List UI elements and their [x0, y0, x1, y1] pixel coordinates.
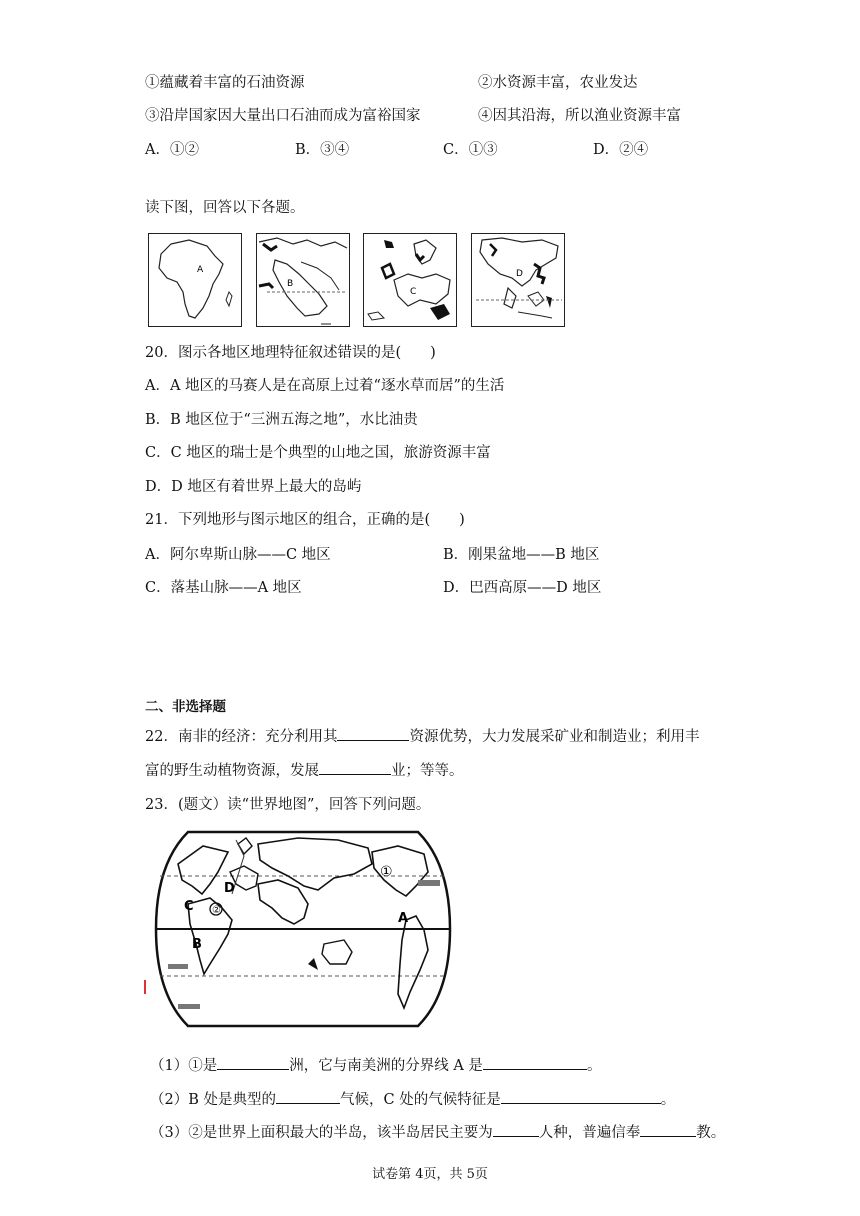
q22-blank-2[interactable] — [319, 760, 391, 775]
world-map-label-one: ① — [380, 864, 393, 880]
q23-sub2-text-a: （2）B 处是典型的 — [150, 1092, 276, 1108]
q23-sub2-text-c: 。 — [660, 1092, 676, 1108]
q23-blank-2[interactable] — [483, 1055, 587, 1070]
q23-blank-3[interactable] — [276, 1089, 340, 1104]
section-heading: 二、非选择题 — [145, 699, 226, 715]
q20-choice-d[interactable]: D．D 地区有着世界上最大的岛屿 — [145, 479, 362, 495]
q21-choice-d[interactable]: D．巴西高原——D 地区 — [443, 580, 602, 596]
map-southeast-asia — [471, 233, 565, 327]
q23-sub-1 — [150, 1055, 601, 1076]
q19-option-4: ④因其沿海，所以渔业资源丰富 — [478, 108, 681, 124]
q22-line-2 — [145, 760, 464, 781]
read-map-instruction: 读下图，回答以下各题。 — [145, 200, 305, 216]
world-map-label-b: B — [192, 937, 202, 952]
q23-blank-1[interactable] — [217, 1055, 289, 1070]
q23-sub3-text-c: 教。 — [696, 1125, 726, 1141]
red-margin-mark — [144, 980, 146, 994]
map-europe — [363, 233, 457, 327]
q23-blank-4[interactable] — [501, 1089, 661, 1104]
q23-blank-5[interactable] — [493, 1122, 539, 1137]
q23-sub2-text-b: 气候，C 处的气候特征是 — [340, 1092, 501, 1108]
q19-choice-d[interactable]: D．②④ — [593, 142, 649, 158]
q21-choice-c[interactable]: C．落基山脉——A 地区 — [145, 580, 302, 596]
q21-choice-b[interactable]: B．刚果盆地——B 地区 — [443, 547, 600, 563]
world-map-label-c: C — [184, 899, 194, 914]
q22-text-1b: 资源优势，大力发展采矿业和制造业；利用丰 — [409, 729, 700, 745]
q20-stem: 20．图示各地区地理特征叙述错误的是( ) — [145, 345, 436, 361]
q21-stem: 21．下列地形与图示地区的组合，正确的是( ) — [145, 512, 465, 528]
q23-sub-3 — [150, 1122, 725, 1143]
q23-stem: 23．(题文）读“世界地图”，回答下列问题。 — [145, 797, 431, 813]
world-map — [148, 824, 458, 1034]
q22-text-1a: 22．南非的经济：充分利用其 — [145, 729, 338, 745]
world-map-label-two: ② — [212, 905, 221, 916]
q22-text-2b: 业；等等。 — [391, 763, 464, 779]
world-map-label-d: D — [224, 881, 235, 896]
q19-option-1: ①蕴藏着丰富的石油资源 — [145, 75, 305, 91]
q20-choice-c[interactable]: C．C 地区的瑞士是个典型的山地之国，旅游资源丰富 — [145, 445, 491, 461]
q21-choice-a[interactable]: A．阿尔卑斯山脉——C 地区 — [145, 547, 331, 563]
map-label-c: C — [410, 287, 417, 297]
q19-choice-c[interactable]: C．①③ — [443, 142, 498, 158]
q20-choice-b[interactable]: B．B 地区位于“三洲五海之地”，水比油贵 — [145, 412, 418, 428]
q23-sub1-text-b: 洲，它与南美洲的分界线 A 是 — [289, 1058, 483, 1074]
q23-sub-2 — [150, 1089, 675, 1110]
q19-option-2: ②水资源丰富，农业发达 — [478, 75, 638, 91]
map-label-b: B — [287, 279, 294, 289]
q23-blank-6[interactable] — [640, 1122, 696, 1137]
map-label-a: A — [197, 265, 204, 275]
q23-sub3-text-b: 人种，普遍信奉 — [538, 1125, 641, 1141]
q19-choice-b[interactable]: B．③④ — [295, 142, 350, 158]
q22-blank-1[interactable] — [337, 726, 409, 741]
map-middle-east — [256, 233, 350, 327]
q22-line-1 — [145, 726, 699, 747]
world-map-label-a: A — [398, 911, 409, 926]
q23-sub3-text-a: （3）②是世界上面积最大的半岛，该半岛居民主要为 — [150, 1125, 493, 1141]
q23-sub1-text-a: （1）①是 — [150, 1058, 218, 1074]
q23-sub1-text-c: 。 — [586, 1058, 602, 1074]
map-africa — [148, 233, 242, 327]
q19-option-3: ③沿岸国家因大量出口石油而成为富裕国家 — [145, 108, 421, 124]
map-label-d: D — [516, 269, 523, 279]
page-footer: 试卷第 4页，共 5页 — [372, 1167, 488, 1182]
q19-choice-a[interactable]: A．①② — [145, 142, 199, 158]
q20-choice-a[interactable]: A．A 地区的马赛人是在高原上过着“逐水草而居”的生活 — [145, 378, 505, 394]
q22-text-2a: 富的野生动植物资源，发展 — [145, 763, 319, 779]
